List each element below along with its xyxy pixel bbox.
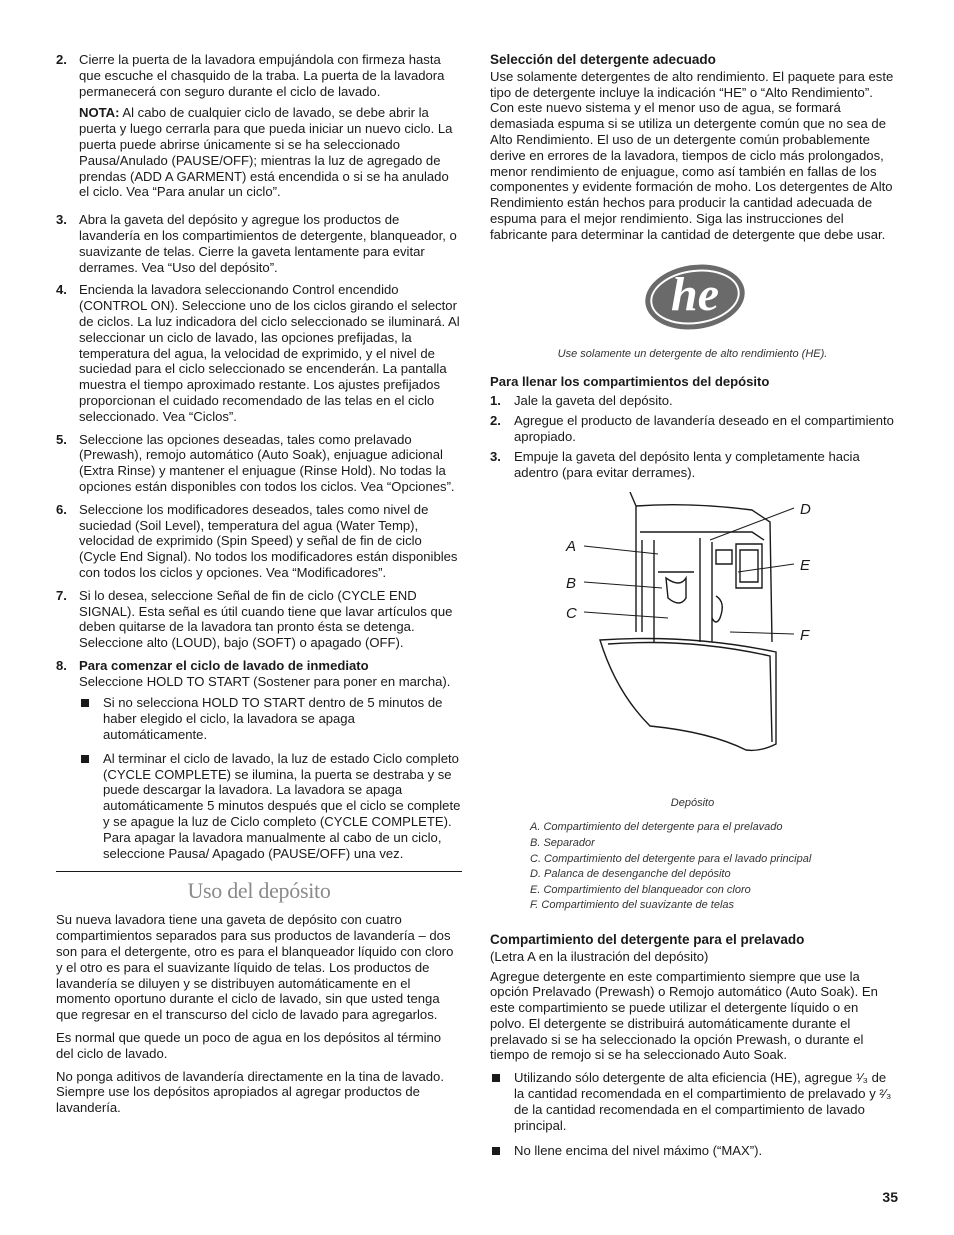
step-title: Para comenzar el ciclo de lavado de inmediato — [79, 657, 369, 673]
legend-item: E. Compartimiento del blanqueador con cloro — [530, 883, 751, 896]
legend-item: A. Compartimiento del detergente para el prelavado — [530, 821, 783, 834]
bullet-item — [490, 1143, 895, 1159]
step-4 — [56, 282, 462, 424]
bullet-text: Utilizando sólo detergente de alta eficiencia (HE), agregue ¹⁄₃ de la cantidad recomendada en el compartimiento de prelavado y ²⁄₃ de la cantidad recomendada en el compartimiento de lavado principal. — [514, 1070, 892, 1133]
page-number: 35 — [882, 1189, 898, 1205]
step-text: Seleccione HOLD TO START (Sostener para poner en marcha). — [79, 673, 451, 689]
detergent-text: Use solamente detergentes de alto rendimiento. El paquete para este tipo de detergente incluye la indicación “HE” o “Alto Rendimiento”. Con este nuevo sistema y el menor uso de agua, se formará demasiada espuma si se utiliza un detergente común que no sea de Alto Rendimiento. El uso de un detergente común probablemente derive en errores de la lavadora, tiempos de ciclo más prolongados, menor rendimiento de enjuague, como así también en fallas de los componentes y evidente formación de moho. Los detergentes de Alto Rendimiento están hechos para producir la cantidad adecuada de espuma para el mejor rendimiento. Siga las instrucciones del fabricante para determinar la cantidad de detergente que debe usar. — [490, 68, 894, 242]
bullet-item — [79, 695, 462, 742]
he-logo-icon — [490, 253, 895, 343]
dispenser-diagram — [490, 492, 895, 792]
he-logo — [490, 253, 895, 343]
bullet-text: Si no selecciona HOLD TO START dentro de 5 minutos de haber elegido el ciclo, la lavadora se apaga automáticamente. — [103, 695, 443, 743]
step-text: Empuje la gaveta del depósito lenta y completamente hacia adentro (para evitar derrames). — [514, 448, 860, 480]
label-b: B — [566, 575, 577, 593]
step-text: Encienda la lavadora seleccionando Control encendido (CONTROL ON). Seleccione uno de los ciclos girando el selector de ciclos. La luz indicadora del ciclo seleccionado se iluminará. Al seleccionar un ciclo de lavado, las opciones prefijadas, la temperatura del agua, la velocidad de exprimido, y el nivel de suciedad para el ciclo seleccionado se encenderán. La pantalla muestra el tiempo aproximado restante. Los ajustes prefijados proporcionan el cuidado recomendado de las telas en el ciclo seleccionado. Vea “Ciclos”. — [79, 282, 460, 424]
step-5 — [56, 432, 462, 495]
legend-item: D. Palanca de desenganche del depósito — [530, 868, 731, 881]
left-column — [56, 52, 462, 1123]
step-number: 2. — [490, 413, 501, 429]
step-3 — [56, 212, 462, 275]
step-text: Abra la gaveta del depósito y agregue los productos de lavandería en los compartimientos de detergente, blanqueador, o suavizante de telas. Cierre la gaveta lentamente para evitar derrames. Vea “Uso del depósito”. — [79, 212, 457, 275]
paragraph: Su nueva lavadora tiene una gaveta de depósito con cuatro compartimientos separados para sus productos de lavandería – dos son para el detergente, otro es para el blanqueador líquido con cloro y el otro es para el suavizante líquido de telas. Los productos de lavandería se diluyen y se distribuyen automáticamente en el momento oportuno durante el ciclo de lavado, sin que usted tenga que regresar en el transcurso del ciclo de lavado para agregarlos. — [56, 912, 454, 1023]
dispenser-illustration — [490, 492, 895, 792]
step-text: Seleccione los modificadores deseados, tales como nivel de suciedad (Soil Level), temperatura del agua (Water Temp), velocidad de exprimido (Spin Speed) y señal de fin de ciclo (Cycle End Signal). No todos los modificadores están disponibles con todos los ciclos y opciones. Vea “Modificadores”. — [79, 501, 458, 580]
fill-step — [490, 449, 895, 481]
diagram-caption: Depósito — [670, 797, 715, 810]
diagram-legend — [490, 820, 895, 914]
step-number: 7. — [56, 587, 67, 603]
dispenser-drawing — [600, 492, 776, 750]
step-number: 2. — [56, 52, 67, 67]
prewash-heading: Compartimiento del detergente para el prelavado — [490, 931, 805, 947]
he-logo-text: he — [671, 267, 719, 321]
bullet-text: No llene encima del nivel máximo (“MAX”). — [514, 1143, 763, 1159]
label-c: C — [566, 605, 577, 623]
bullet-item — [79, 751, 462, 862]
bullet-square-icon — [81, 699, 89, 707]
label-d: D — [800, 501, 811, 519]
prewash-text: Agregue detergente en este compartimiento siempre que use la opción Prelavado (Prewash) o Remojo automático (Auto Soak). En este compartimiento se puede utilizar el detergente líquido o en polvo. El detergente se distribuirá automáticamente durante el prelavado si se ha seleccionado la opción Prewash, o durante el tiempo de remojo si se ha seleccionado Auto Soak. — [490, 968, 878, 1063]
step-number: 4. — [56, 282, 67, 298]
step-number: 3. — [490, 448, 501, 464]
note-label: NOTA: — [79, 105, 120, 121]
paragraph: No ponga aditivos de lavandería directamente en la tina de lavado. Siempre use los depósitos apropiados al agregar productos de lavandería. — [56, 1068, 444, 1116]
step-text: Jale la gaveta del depósito. — [514, 393, 673, 409]
fill-step — [490, 393, 895, 409]
note — [79, 105, 462, 200]
bullet-square-icon — [492, 1147, 500, 1155]
bullet-text: Al terminar el ciclo de lavado, la luz de estado Ciclo completo (CYCLE COMPLETE) se ilumina, la puerta se destraba y se puede descargar la lavadora. La lavadora se apaga automáticamente 5 minutos después que el ciclo se complete y se apague la luz de Ciclo completo (CYCLE COMPLETE). Para apagar la lavadora manualmente al cabo de un ciclo, seleccione Pausa/ Apagado (PAUSE/OFF) una vez. — [103, 750, 461, 861]
fill-heading: Para llenar los compartimientos del depósito — [490, 373, 770, 389]
step-7 — [56, 588, 462, 651]
label-f: F — [800, 627, 810, 645]
step-number: 1. — [490, 393, 501, 409]
step-text: Seleccione las opciones deseadas, tales como prelavado (Prewash), remojo automático (Auto Soak), enjuague adicional (Extra Rinse) y mantener el enjuague (Rinse Hold). No todas la opciones están disponibles con todos los ciclos. Vea “Opciones”. — [79, 431, 455, 494]
step-text: Si lo desea, seleccione Señal de fin de ciclo (CYCLE END SIGNAL). Esta señal es útil cuando tiene que lavar artículos que deben quitarse de la lavadora tan pronto ésta se detenga. Seleccione alto (LOUD), bajo (SOFT) o apagado (OFF). — [79, 587, 453, 651]
step-6 — [56, 502, 462, 581]
step-number: 6. — [56, 501, 67, 517]
step-number: 5. — [56, 431, 67, 447]
bullet-item — [490, 1070, 895, 1133]
step-text: Agregue el producto de lavandería deseado en el compartimiento apropiado. — [514, 413, 894, 444]
he-caption: Use solamente un detergente de alto rendimiento (HE). — [557, 347, 828, 360]
step-text: Cierre la puerta de la lavadora empujándola con firmeza hasta que escuche el chasquido de la traba. La puerta de la lavadora permanecerá con seguro durante el ciclo de lavado. — [79, 52, 445, 99]
legend-item: B. Separador — [530, 836, 595, 849]
note-text: Al cabo de cualquier ciclo de lavado, se debe abrir la puerta y luego cerrarla para que pueda iniciar un nuevo ciclo. La puerta puede abrirse únicamente si se ha seleccionado Pausa/Anulado (PAUSE/OFF); mientras la luz de agregado de prendas (ADD A GARMENT) está encendida o si se ha anulado el ciclo. Vea “Para anular un ciclo”. — [79, 105, 453, 200]
detergent-heading: Selección del detergente adecuado — [490, 52, 716, 67]
step-8 — [56, 658, 462, 862]
step-number: 3. — [56, 212, 67, 228]
label-a: A — [566, 538, 577, 556]
bullet-square-icon — [492, 1074, 500, 1082]
label-e: E — [800, 557, 811, 575]
bullet-square-icon — [81, 755, 89, 763]
step-2 — [56, 52, 462, 200]
paragraph: Es normal que quede un poco de agua en los depósitos al término del ciclo de lavado. — [56, 1030, 442, 1061]
legend-item: C. Compartimiento del detergente para el lavado principal — [530, 852, 812, 865]
section-title: Uso del depósito — [187, 878, 331, 904]
step-number: 8. — [56, 657, 67, 673]
section-divider — [56, 871, 462, 872]
legend-item: F. Compartimiento del suavizante de telas — [530, 899, 735, 912]
right-column — [490, 52, 895, 1159]
fill-step — [490, 413, 895, 445]
prewash-subtitle: (Letra A en la ilustración del depósito) — [490, 948, 709, 964]
